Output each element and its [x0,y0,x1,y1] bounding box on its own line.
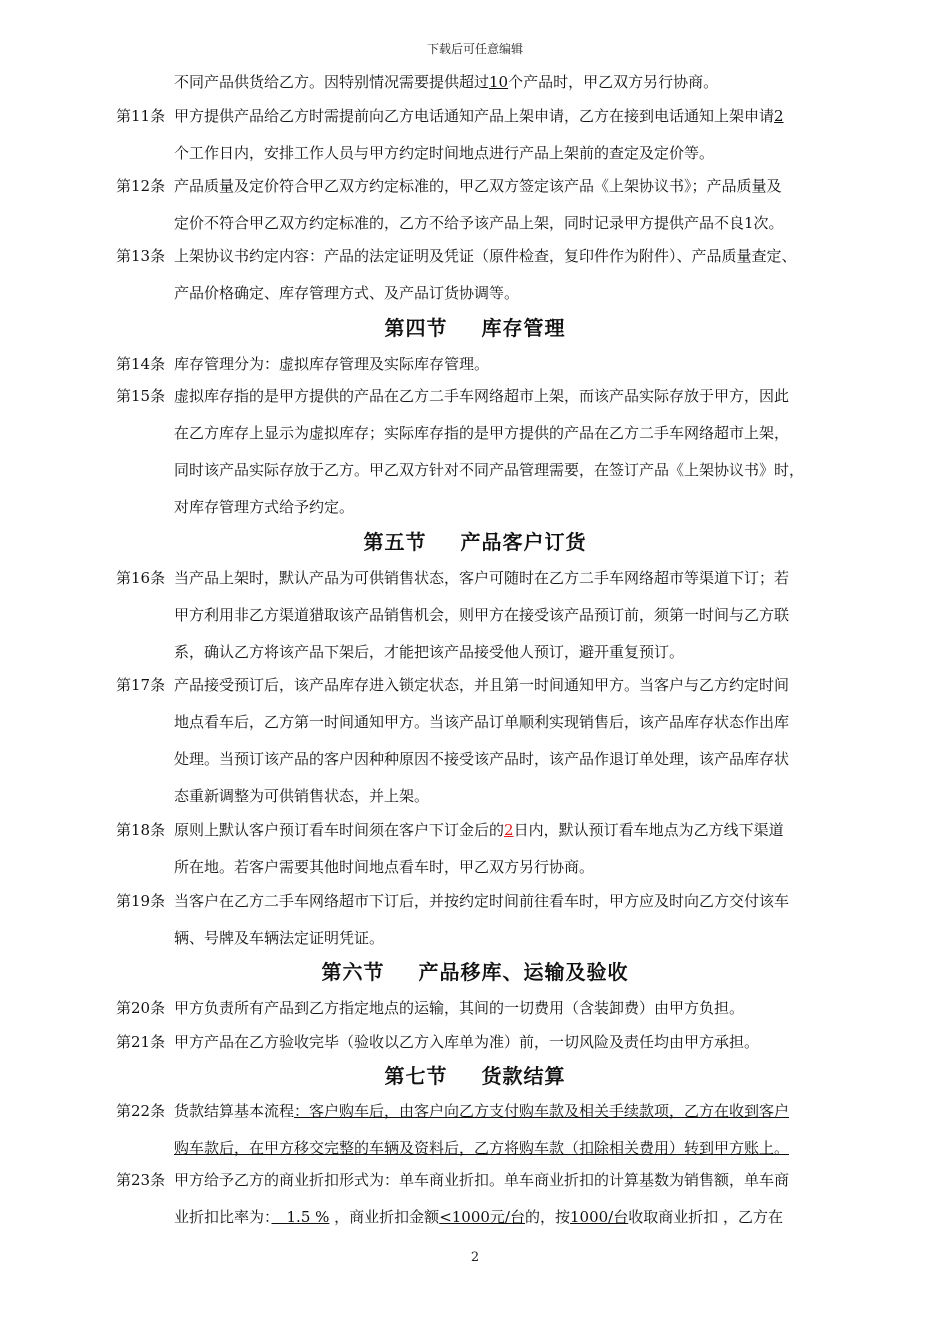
section-heading-5: 第五节 产品客户订货 [363,530,587,554]
clause-number: 第22条 [116,1102,166,1120]
page-header: 下载后可任意编辑 [426,42,523,56]
viewing-days-value: 2 [504,821,514,839]
intro-line: 不同产品供货给乙方。因特别情况需要提供超过10个产品时，甲乙双方另行协商。 [174,73,719,91]
section-heading-7: 第七节 货款结算 [384,1064,566,1088]
clause-16: 第16条 当产品上架时，默认产品为可供销售状态，客户可随时在乙方二手车网络超市等渠道下订；若 甲方利用非乙方渠道猎取该产品销售机会，则甲方在接受该产品预订前，须第一时间与乙方联 系，确认乙方将该产品下架后，才能把该产品接受他人预订，避开重复预订。 [116,560,876,671]
clause-number: 第20条 [116,999,166,1017]
clause-11: 第11条 甲方提供产品给乙方时需提前向乙方电话通知产品上架申请，乙方在接到电话通知上架申请2 个工作日内，安排工作人员与甲方约定时间地点进行产品上架前的查定及定价等。 [116,98,876,172]
discount-rate-value: 1.5 % [271,1208,330,1226]
clause-number: 第23条 [116,1171,166,1189]
section-heading-4: 第四节 库存管理 [384,316,566,340]
clause-number: 第14条 [116,355,166,373]
clause-number: 第12条 [116,177,166,195]
clause-number: 第21条 [116,1033,166,1051]
page-number: 2 [470,1250,480,1265]
clause-22: 第22条 货款结算基本流程：客户购车后，由客户向乙方支付购车款及相关手续款项，乙方在收到客户 购车款后，在甲方移交完整的车辆及资料后，乙方将购车款（扣除相关费用）转到甲方账上。 [116,1093,876,1167]
clause-18: 第18条 原则上默认客户预订看车时间须在客户下订金后的2日内，默认预订看车地点为乙方线下渠道 所在地。若客户需要其他时间地点看车时，甲乙双方另行协商。 [116,812,876,886]
clause-14: 第14条 库存管理分为：虚拟库存管理及实际库存管理。 [116,346,876,383]
section-heading-6: 第六节 产品移库、运输及验收 [321,960,629,984]
workdays-value: 2 [774,107,784,125]
clause-number: 第13条 [116,247,166,265]
clause-23: 第23条 甲方给予乙方的商业折扣形式为：单车商业折扣。单车商业折扣的计算基数为销售额，单车商 业折扣比率为： 1.5 % ，商业折扣金额<1000元/台的，按1000/台收取商业折扣 ，乙方在 [116,1162,876,1236]
clause-12: 第12条 产品质量及定价符合甲乙双方约定标准的，甲乙双方签定该产品《上架协议书》；产品质量及 定价不符合甲乙双方约定标准的，乙方不给予该产品上架，同时记录甲方提供产品不良1次。 [116,168,876,242]
clause-number: 第15条 [116,387,166,405]
clause-number: 第18条 [116,821,166,839]
discount-threshold-value: <1000元/台 [439,1208,525,1226]
clause-20: 第20条 甲方负责所有产品到乙方指定地点的运输，其间的一切费用（含装卸费）由甲方负担。 [116,990,876,1027]
clause-number: 第19条 [116,892,166,910]
clause-19: 第19条 当客户在乙方二手车网络超市下订后，并按约定时间前往看车时，甲方应及时向乙方交付该车 辆、号牌及车辆法定证明凭证。 [116,883,876,957]
clause-21: 第21条 甲方产品在乙方验收完毕（验收以乙方入库单为准）前，一切风险及责任均由甲方承担。 [116,1024,876,1061]
clause-number: 第11条 [116,107,166,125]
clause-15: 第15条 虚拟库存指的是甲方提供的产品在乙方二手车网络超市上架，而该产品实际存放于甲方，因此 在乙方库存上显示为虚拟库存；实际库存指的是甲方提供的产品在乙方二手车网络超市上架， 同时该产品实际存放于乙方。甲乙双方针对不同产品管理需要，在签订产品《上架协议书》时， 对库存管理方式给予约定。 [116,378,876,526]
clause-number: 第16条 [116,569,166,587]
product-limit-value: 10 [489,73,509,91]
discount-fixed-value: 1000/台 [570,1208,629,1226]
clause-17: 第17条 产品接受预订后，该产品库存进入锁定状态，并且第一时间通知甲方。当客户与乙方约定时间 地点看车后，乙方第一时间通知甲方。当该产品订单顺利实现销售后，该产品库存状态作出库 处理。当预订该产品的客户因种种原因不接受该产品时，该产品作退订单处理，该产品库存状 态重新调整为可供销售状态，并上架。 [116,667,876,815]
clause-number: 第17条 [116,676,166,694]
clause-13: 第13条 上架协议书约定内容：产品的法定证明及凭证（原件检查，复印件作为附件）、产品质量查定、 产品价格确定、库存管理方式、及产品订货协调等。 [116,238,876,312]
